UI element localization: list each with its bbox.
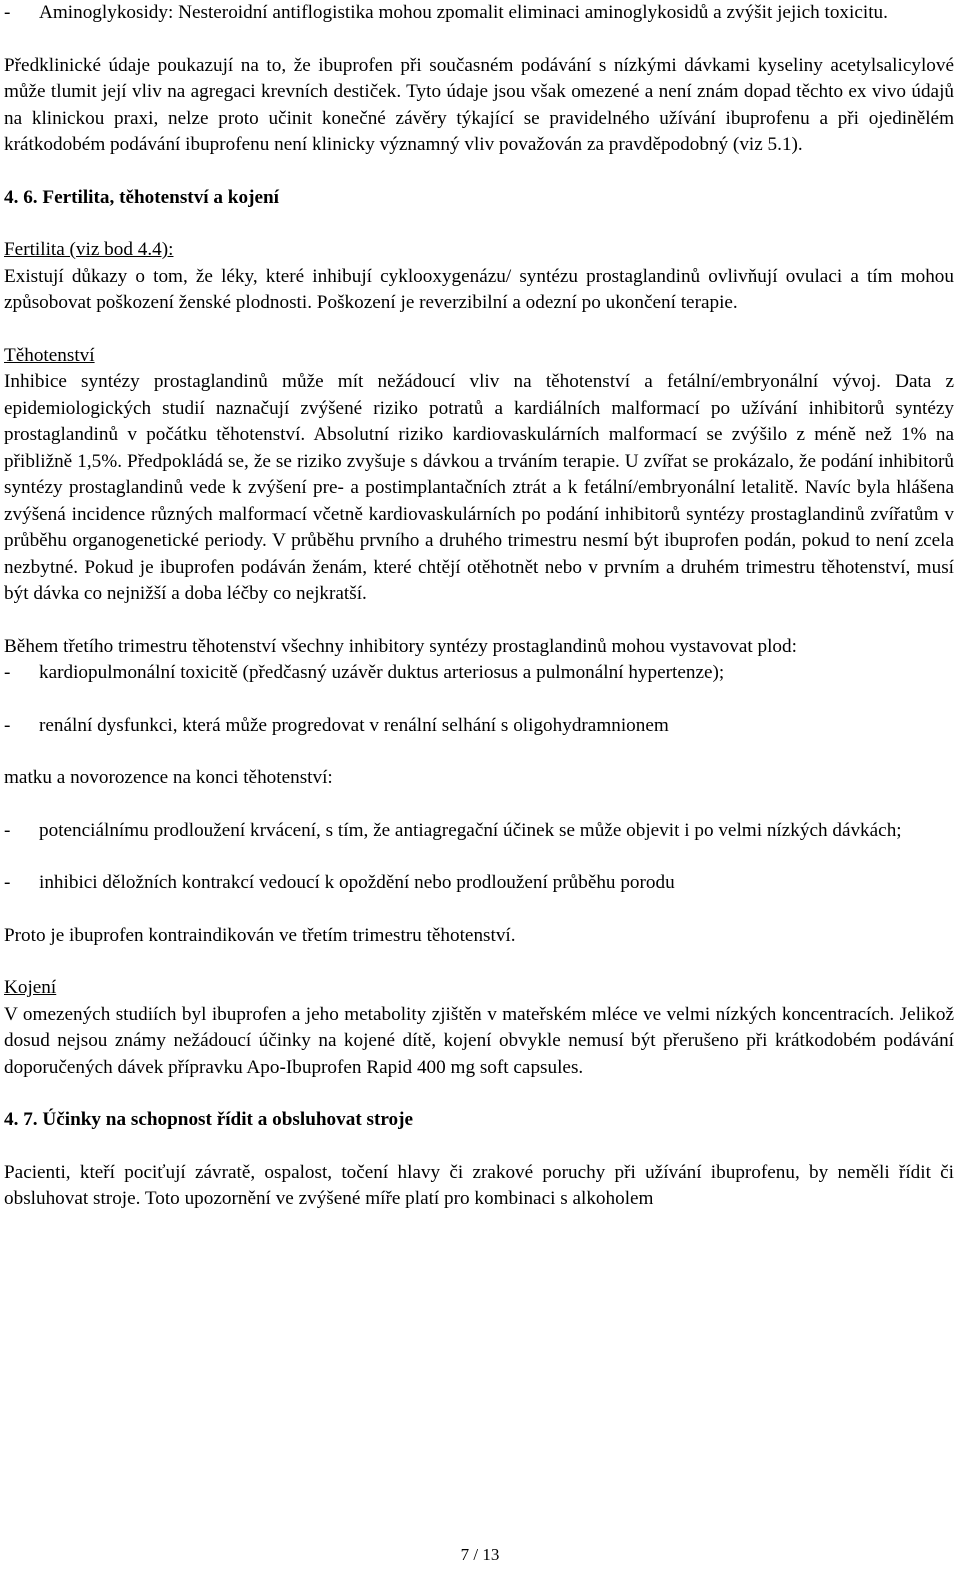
spacer [4, 1134, 954, 1160]
list-item [4, 0, 954, 27]
spacer [4, 27, 954, 53]
mother-risk-item: inhibici děložních kontrakcí vedoucí k opoždění nebo prodloužení průběhu porodu [39, 872, 675, 893]
list-dash: - [4, 714, 11, 736]
breastfeeding-subheading: Kojení [4, 977, 57, 998]
spacer [4, 687, 954, 713]
list-item [4, 870, 954, 897]
fetus-risk-item: renální dysfunkci, která může progredovat v renální selhání s oligohydramnionem [39, 714, 669, 736]
fertility-subheading: Fertilita (viz bod 4.4): [4, 239, 174, 260]
breastfeeding-paragraph: V omezených studiích byl ibuprofen a jeho metabolity zjištěn v mateřském mléce ve velmi nízkých koncentracích. Jelikož dosud nejsou známy nežádoucí účinky na kojené dítě, kojení obvykle nemusí být přerušeno při krátkodobém podávání doporučených dávek přípravku Apo-Ibuprofen Rapid 400 mg soft capsules. [4, 1003, 954, 1078]
preclinical-paragraph: Předklinické údaje poukazují na to, že ibuprofen při současném podávání s nízkými dávkami kyseliny acetylsalicylové může tlumit její vliv na agregaci krevních destiček. Tyto údaje jsou však omezené a není znám dopad těchto ex vivo údajů na klinickou praxi, nelze proto učinit konečné závěry týkající se pravidelného užívání ibuprofenu a při ojedinělém krátkodobém podávání ibuprofenu není klinicky významný vliv považován za pravděpodobný (viz 5.1). [4, 54, 954, 155]
spacer [4, 949, 954, 975]
fetus-risk-item: kardiopulmonální toxicitě (předčasný uzávěr duktus arteriosus a pulmonální hypertenze); [39, 662, 725, 683]
mother-intro: matku a novorozence na konci těhotenství: [4, 767, 333, 788]
spacer [4, 1081, 954, 1107]
spacer [4, 897, 954, 923]
spacer [4, 792, 954, 818]
pregnancy-paragraph: Inhibice syntézy prostaglandinů může mít nežádoucí vliv na těhotenství a fetální/embryonální vývoj. Data z epidemiologických studií naznačují zvýšené riziko potratů a kardiálních malformací po užívání inhibitorů syntézy prostaglandinů v počátku těhotenství. Absolutní riziko kardiovaskulárních malformací se zvýšilo z méně než 1% na přibližně 1,5%. Předpokládá se, že se riziko zvyšuje s dávkou a trváním terapie. U zvířat se prokázalo, že podání inhibitorů syntézy prostaglandinů vede k zvýšení pre- a postimplantačních ztrát a k fetální/embryonální letalitě. Navíc byla hlášena zvýšená incidence různých malformací včetně kardiovaskulárních po podání inhibitorů syntézy prostaglandinů zvířatům v průběhu organogenetické periody. V průběhu prvního a druhého trimestru nesmí být ibuprofen podán, pokud to není zcela nezbytné. Pokud je ibuprofen podáván ženám, které chtějí otěhotnět nebo v prvním a druhém trimestru těhotenství, musí být dávka co nejnižší a doba léčby co nejkratší. [4, 371, 954, 604]
list-dash: - [4, 2, 11, 23]
third-trimester-intro: Během třetího trimestru těhotenství všechny inhibitory syntézy prostaglandinů mohou vystavovat plod: [4, 635, 797, 657]
document-page [4, 0, 954, 1213]
spacer [4, 608, 954, 634]
fertility-paragraph: Existují důkazy o tom, že léky, které inhibují cyklooxygenázu/ syntézu prostaglandinů ovlivňují ovulaci a tím mohou způsobovat poškození ženské plodnosti. Poškození je reverzibilní a odezní po ukončení terapie. [4, 265, 954, 313]
spacer [4, 159, 954, 185]
driving-paragraph: Pacienti, kteří pociťují závratě, ospalost, točení hlavy či zrakové poruchy při užívání ibuprofenu, by neměli řídit či obsluhovat stroje. Toto upozornění ve zvýšené míře platí pro kombinaci s alkoholem [4, 1161, 954, 1209]
list-dash: - [4, 662, 11, 683]
spacer [4, 844, 954, 870]
aminoglycoside-note: Aminoglykosidy: Nesteroidní antiflogistika mohou zpomalit eliminaci aminoglykosidů a zvýšit jejich toxicitu. [39, 2, 888, 23]
spacer [4, 317, 954, 343]
contraindication-statement: Proto je ibuprofen kontraindikován ve třetím trimestru těhotenství. [4, 924, 516, 946]
page-number: 7 / 13 [460, 1545, 500, 1564]
spacer [4, 211, 954, 237]
list-item [4, 818, 954, 845]
mother-risk-item: potenciálnímu prodloužení krvácení, s tím, že antiagregační účinek se může objevit i po velmi nízkých dávkách; [39, 819, 902, 841]
spacer [4, 739, 954, 765]
list-dash: - [4, 819, 11, 841]
section-heading-4-6: 4. 6. Fertilita, těhotenství a kojení [4, 186, 279, 208]
list-item [4, 660, 954, 687]
pregnancy-subheading: Těhotenství [4, 344, 95, 366]
list-dash: - [4, 872, 11, 893]
section-heading-4-7: 4. 7. Účinky na schopnost řídit a obsluhovat stroje [4, 1109, 414, 1130]
list-item [4, 713, 954, 740]
